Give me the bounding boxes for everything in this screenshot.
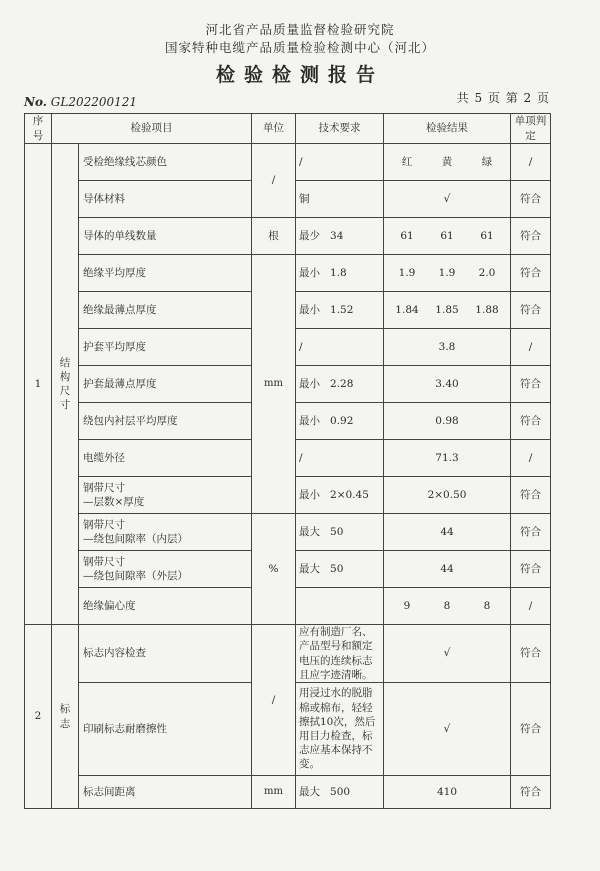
verdict-cell: 符合 xyxy=(511,181,551,218)
req-prefix: 最少 xyxy=(299,229,320,242)
requirement-cell: 用浸过水的脱脂棉或棉布，轻轻擦拭10次，然后用目力检查，标志应基本保持不变。 xyxy=(296,683,384,776)
item-cell xyxy=(79,551,252,588)
requirement-cell xyxy=(296,477,384,514)
req-prefix: 最大 xyxy=(299,785,320,798)
unit-cell: / xyxy=(252,625,296,776)
requirement-cell xyxy=(296,218,384,255)
requirement-cell xyxy=(296,366,384,403)
req-prefix: 最小 xyxy=(299,303,320,316)
result-cell xyxy=(384,255,511,292)
table-row xyxy=(25,218,551,255)
result-value: 61 xyxy=(440,229,454,242)
verdict-cell: 符合 xyxy=(511,218,551,255)
result-value: 1.88 xyxy=(475,303,499,316)
unit-cell: 根 xyxy=(252,218,296,255)
req-prefix: 最小 xyxy=(299,266,320,279)
req-value: 50 xyxy=(330,562,344,575)
col-header-unit: 单位 xyxy=(252,114,296,144)
report-number xyxy=(24,95,137,109)
report-title: 检验检测报告 xyxy=(215,64,384,86)
result-value: 红 xyxy=(401,155,413,168)
verdict-cell: 符合 xyxy=(511,625,551,683)
item-line: 钢带尺寸 xyxy=(83,481,125,494)
table-row xyxy=(25,144,551,181)
result-value: 1.84 xyxy=(395,303,419,316)
result-cell: 2×0.50 xyxy=(384,477,511,514)
result-cell: √ xyxy=(384,625,511,683)
result-value: 1.85 xyxy=(435,303,459,316)
req-value: 500 xyxy=(330,785,351,798)
requirement-cell xyxy=(296,292,384,329)
result-cell: √ xyxy=(384,181,511,218)
item-cell: 绝缘偏心度 xyxy=(79,588,252,625)
requirement-cell xyxy=(296,551,384,588)
result-cell: 3.8 xyxy=(384,329,511,366)
table-header-row xyxy=(25,114,551,144)
verdict-cell: 符合 xyxy=(511,551,551,588)
verdict-cell: 符合 xyxy=(511,403,551,440)
verdict-cell: 符合 xyxy=(511,255,551,292)
col-header-verdict: 单项判定 xyxy=(511,114,551,144)
col-header-item: 检验项目 xyxy=(52,114,252,144)
req-prefix: 最大 xyxy=(299,525,320,538)
item-cell: 绝缘最薄点厚度 xyxy=(79,292,252,329)
item-cell: 电缆外径 xyxy=(79,440,252,477)
requirement-cell xyxy=(296,514,384,551)
requirement-cell: / xyxy=(296,329,384,366)
verdict-cell: 符合 xyxy=(511,292,551,329)
result-value: 9 xyxy=(403,599,411,612)
col-header-seq: 序号 xyxy=(25,114,52,144)
result-cell xyxy=(384,218,511,255)
unit-cell: % xyxy=(252,514,296,625)
group-seq: 1 xyxy=(25,144,52,625)
group-name: 结构尺寸 xyxy=(52,144,79,625)
center-name: 国家特种电缆产品质量检验检测中心（河北） xyxy=(164,40,435,55)
result-value: 黄 xyxy=(441,155,453,168)
report-no-value: GL202200121 xyxy=(50,95,138,109)
result-cell: 3.40 xyxy=(384,366,511,403)
result-cell: 44 xyxy=(384,514,511,551)
institute-name: 河北省产品质量监督检验研究院 xyxy=(205,22,395,37)
req-prefix: 最小 xyxy=(299,488,320,501)
req-value: 50 xyxy=(330,525,344,538)
requirement-cell: 应有制造厂名、产品型号和额定电压的连续标志且应字迹清晰。 xyxy=(296,625,384,683)
req-value: 1.8 xyxy=(330,266,347,279)
result-value: 1.9 xyxy=(438,266,456,279)
unit-cell: mm xyxy=(252,255,296,514)
req-value: 1.52 xyxy=(330,303,354,316)
req-prefix: 最小 xyxy=(299,414,320,427)
item-cell: 护套最薄点厚度 xyxy=(79,366,252,403)
result-cell xyxy=(384,588,511,625)
report-no-label: No. xyxy=(24,95,47,109)
verdict-cell: 符合 xyxy=(511,366,551,403)
item-line: —绕包间隙率（外层） xyxy=(83,570,188,582)
req-value: 2×0.45 xyxy=(330,488,369,501)
result-value: 61 xyxy=(480,229,494,242)
group-seq: 2 xyxy=(25,625,52,809)
item-cell: 标志内容检查 xyxy=(79,625,252,683)
verdict-cell: 符合 xyxy=(511,683,551,776)
item-line: 钢带尺寸 xyxy=(83,555,125,568)
item-cell: 印刷标志耐磨擦性 xyxy=(79,683,252,776)
req-value: 0.92 xyxy=(330,414,354,427)
result-value: 61 xyxy=(400,229,414,242)
col-header-result: 检验结果 xyxy=(384,114,511,144)
item-cell: 绕包内衬层平均厚度 xyxy=(79,403,252,440)
verdict-cell: / xyxy=(511,329,551,366)
verdict-cell: / xyxy=(511,144,551,181)
req-prefix: 最大 xyxy=(299,562,320,575)
item-cell xyxy=(79,514,252,551)
table-row xyxy=(25,255,551,292)
item-cell: 绝缘平均厚度 xyxy=(79,255,252,292)
col-header-requirement: 技术要求 xyxy=(296,114,384,144)
requirement-cell: 铜 xyxy=(296,181,384,218)
table-row xyxy=(25,776,551,809)
item-cell: 导体材料 xyxy=(79,181,252,218)
requirement-cell xyxy=(296,776,384,809)
item-cell: 导体的单线数量 xyxy=(79,218,252,255)
result-cell xyxy=(384,292,511,329)
req-value: 34 xyxy=(330,229,344,242)
requirement-cell xyxy=(296,403,384,440)
item-cell xyxy=(79,477,252,514)
result-cell xyxy=(384,144,511,181)
item-cell: 标志间距离 xyxy=(79,776,252,809)
requirement-cell: / xyxy=(296,144,384,181)
result-cell: 410 xyxy=(384,776,511,809)
result-cell: 0.98 xyxy=(384,403,511,440)
verdict-cell: 符合 xyxy=(511,514,551,551)
page-info: 共 5 页 第 2 页 xyxy=(456,91,550,105)
result-cell: √ xyxy=(384,683,511,776)
item-line: 钢带尺寸 xyxy=(83,518,125,531)
item-line: —绕包间隙率（内层） xyxy=(83,533,188,545)
verdict-cell: / xyxy=(511,588,551,625)
verdict-cell: 符合 xyxy=(511,776,551,809)
result-value: 8 xyxy=(483,599,491,612)
result-value: 8 xyxy=(443,599,451,612)
result-value: 绿 xyxy=(481,155,493,168)
result-cell: 71.3 xyxy=(384,440,511,477)
item-line: —层数×厚度 xyxy=(83,496,145,508)
verdict-cell: 符合 xyxy=(511,477,551,514)
item-cell: 受检绝缘线芯颜色 xyxy=(79,144,252,181)
item-cell: 护套平均厚度 xyxy=(79,329,252,366)
result-value: 1.9 xyxy=(398,266,416,279)
unit-cell: mm xyxy=(252,776,296,809)
requirement-cell xyxy=(296,255,384,292)
req-prefix: 最小 xyxy=(299,377,320,390)
table-row xyxy=(25,625,551,683)
group-name: 标志 xyxy=(52,625,79,809)
result-value: 2.0 xyxy=(478,266,496,279)
table-row xyxy=(25,514,551,551)
inspection-table xyxy=(24,113,551,809)
verdict-cell: / xyxy=(511,440,551,477)
unit-cell: / xyxy=(252,144,296,218)
requirement-cell xyxy=(296,588,384,625)
requirement-cell: / xyxy=(296,440,384,477)
result-cell: 44 xyxy=(384,551,511,588)
req-value: 2.28 xyxy=(330,377,354,390)
